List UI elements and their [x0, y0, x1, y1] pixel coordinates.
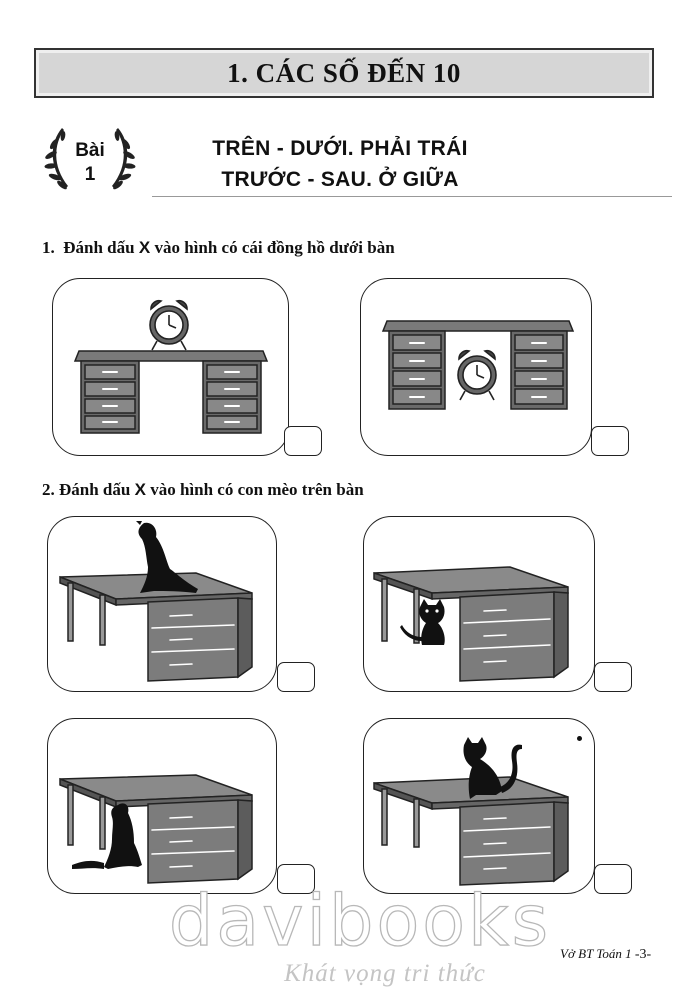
dog-on-desk-icon [48, 517, 277, 692]
lesson-title-line-2: TRƯỚC - SAU. Ở GIỮA [221, 168, 459, 191]
exercise-1-before: Đánh dấu [63, 238, 135, 257]
exercise-2-picture-3 [47, 718, 277, 894]
lesson-badge-number: 1 [84, 164, 96, 185]
watermark-logo: davibooks [168, 880, 552, 962]
chapter-title: 1. CÁC SỐ ĐẾN 10 [34, 48, 654, 98]
watermark-slogan: Khát vọng tri thức [284, 960, 486, 987]
page-footer [560, 946, 651, 963]
exercise-2-picture-4 [363, 718, 595, 894]
exercise-1-number: 1. [42, 238, 55, 257]
exercise-2-after: vào hình có con mèo trên bàn [150, 480, 364, 499]
exercise-2-instruction [42, 480, 364, 500]
exercise-1-answer-box-1[interactable] [284, 426, 322, 456]
exercise-2-picture-1 [47, 516, 277, 692]
exercise-2-number: 2. [42, 480, 55, 499]
ink-dot [577, 736, 582, 741]
exercise-2-before: Đánh dấu [59, 480, 131, 499]
lesson-badge-word: Bài [75, 140, 105, 161]
lesson-title [170, 133, 510, 195]
clock-under-desk-icon [361, 279, 592, 456]
cat-under-desk-icon [364, 517, 595, 692]
lesson-title-line-1: TRÊN - DƯỚI. PHẢI TRÁI [212, 137, 468, 160]
page-number: -3- [634, 947, 652, 962]
exercise-1-picture-1 [52, 278, 289, 456]
clock-on-desk-icon [53, 279, 289, 456]
header-divider [152, 196, 672, 197]
exercise-2-answer-box-4[interactable] [594, 864, 632, 894]
exercise-2-answer-box-1[interactable] [277, 662, 315, 692]
exercise-2-answer-box-2[interactable] [594, 662, 632, 692]
lesson-badge [40, 122, 140, 194]
exercise-1-instruction [42, 238, 395, 258]
exercise-1-picture-2 [360, 278, 592, 456]
exercise-1-mark: X [138, 238, 151, 257]
dog-under-desk-icon [48, 719, 277, 894]
exercise-1-after: vào hình có cái đồng hồ dưới bàn [154, 238, 395, 257]
exercise-2-mark: X [134, 480, 146, 499]
footer-book-title: Vở BT Toán 1 [560, 946, 632, 961]
cat-on-desk-icon [364, 719, 595, 894]
exercise-1-answer-box-2[interactable] [591, 426, 629, 456]
exercise-2-picture-2 [363, 516, 595, 692]
